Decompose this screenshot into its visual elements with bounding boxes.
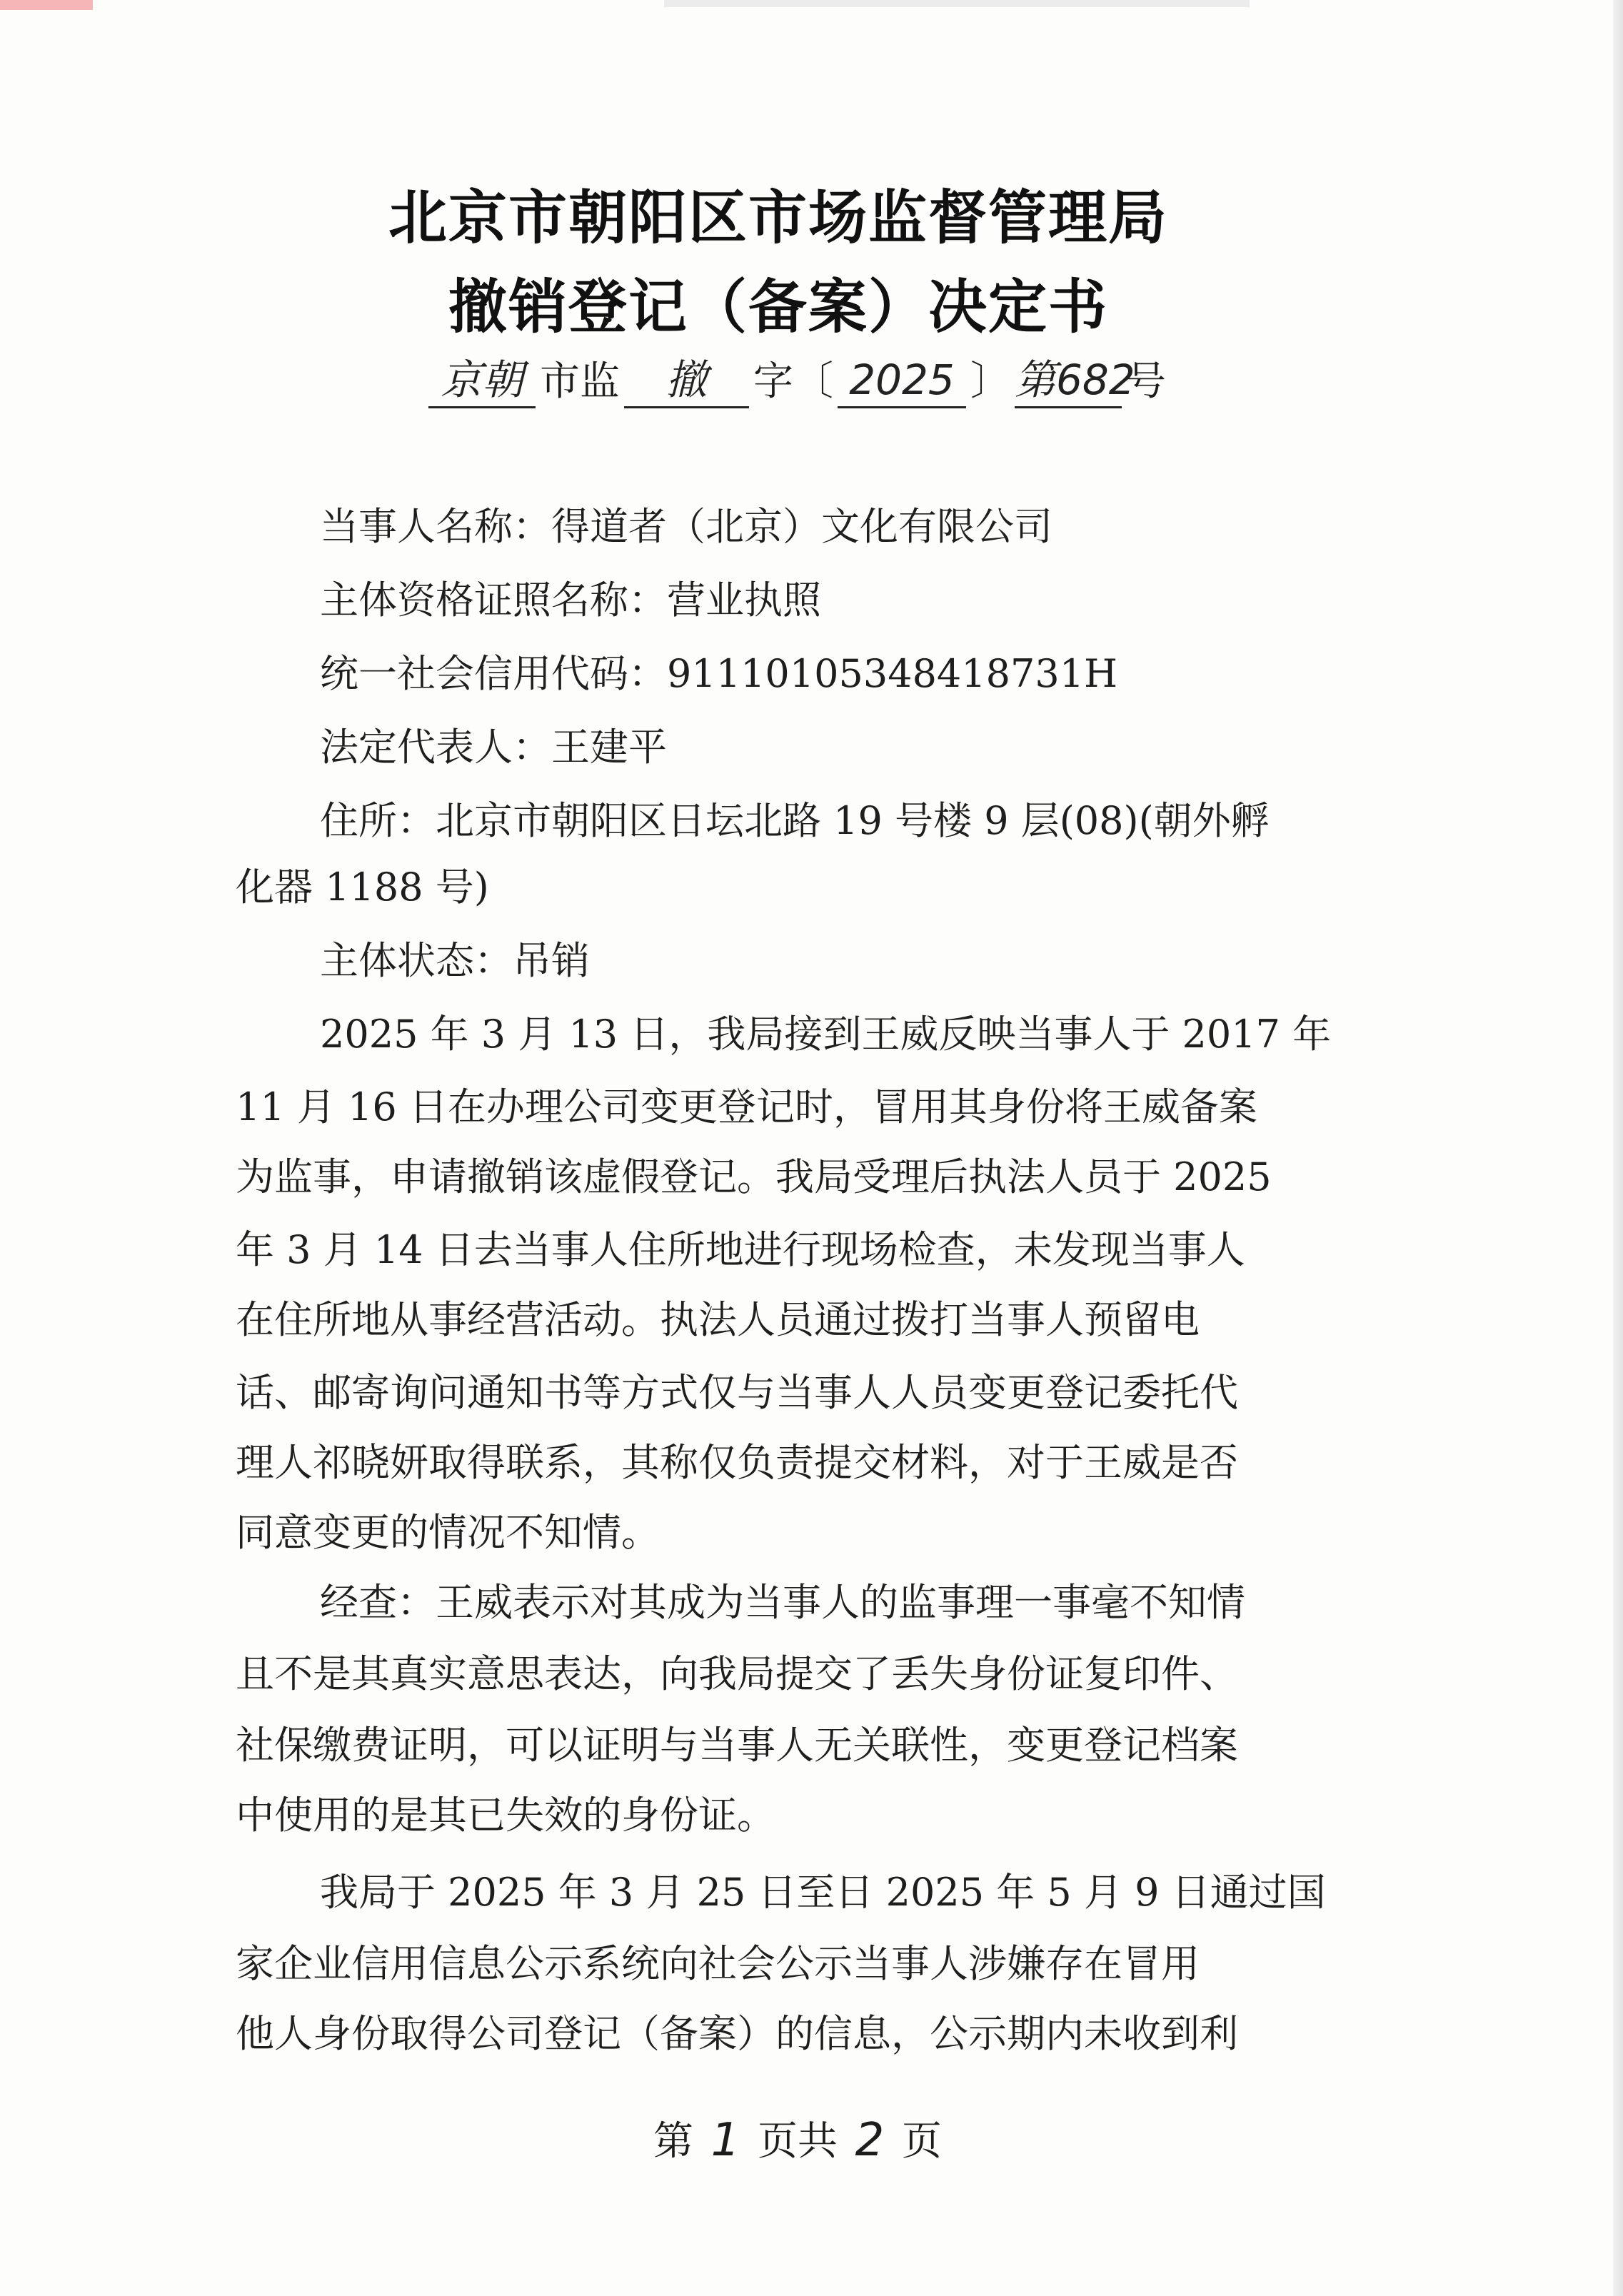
- paragraph-line: 2025 年 3 月 13 日，我局接到王威反映当事人于 2017 年: [320, 1012, 1332, 1057]
- footer-label-2: 页共: [758, 2118, 838, 2165]
- field-address-cont: 化器 1188 号): [236, 865, 489, 910]
- footer-label-1: 第: [653, 2118, 693, 2165]
- doc-year-handwritten: 2025: [838, 353, 966, 408]
- paragraph-line: 话、邮寄询问通知书等方式仅与当事人人员变更登记委托代: [236, 1370, 1238, 1415]
- paragraph-line: 经查：王威表示对其成为当事人的监事理一事毫不知情: [320, 1580, 1245, 1625]
- doc-type-handwritten: 撤: [624, 353, 749, 408]
- field-address: 住所：北京市朝阳区日坛北路 19 号楼 9 层(08)(朝外孵: [320, 798, 1270, 843]
- paragraph-line: 在住所地从事经营活动。执法人员通过拨打当事人预留电: [236, 1297, 1200, 1342]
- paragraph-line: 11 月 16 日在办理公司变更登记时，冒用其身份将王威备案: [236, 1084, 1257, 1129]
- footer-label-3: 页: [902, 2118, 942, 2165]
- document-number: [428, 351, 1170, 408]
- paragraph-line: 家企业信用信息公示系统向社会公示当事人涉嫌存在冒用: [236, 1941, 1200, 1986]
- field-credit-code: 统一社会信用代码：91110105348418731H: [320, 651, 1118, 696]
- paragraph-line: 社保缴费证明，可以证明与当事人无关联性，变更登记档案: [236, 1723, 1238, 1768]
- paragraph-line: 年 3 月 14 日去当事人住所地进行现场检查，未发现当事人: [236, 1227, 1245, 1272]
- corner-color-mark: [0, 0, 93, 10]
- doc-printed-3: 〕: [970, 358, 1010, 405]
- paragraph-line: 理人祁晓妍取得联系，其称仅负责提交材料，对于王威是否: [236, 1440, 1238, 1485]
- title-line-2: 撤销登记（备案）决定书: [448, 273, 1108, 341]
- page-edge-shadow: [1613, 0, 1623, 2296]
- paragraph-line: 为监事，申请撤销该虚假登记。我局受理后执法人员于 2025: [236, 1154, 1272, 1199]
- doc-printed-4: 号: [1126, 358, 1166, 405]
- paragraph-line: 我局于 2025 年 3 月 25 日至日 2025 年 5 月 9 日通过国: [320, 1870, 1326, 1915]
- field-license-name: 主体资格证照名称：营业执照: [320, 578, 821, 623]
- doc-printed-2: 字〔: [753, 358, 833, 405]
- footer-total-handwritten: 2: [855, 2114, 885, 2167]
- field-party-name: 当事人名称：得道者（北京）文化有限公司: [320, 504, 1052, 549]
- page-footer: [653, 2110, 942, 2167]
- paragraph-line: 他人身份取得公司登记（备案）的信息，公示期内未收到利: [236, 2011, 1238, 2056]
- footer-page-handwritten: 1: [710, 2114, 740, 2167]
- doc-prefix-handwritten: 京朝: [428, 353, 536, 408]
- doc-number-handwritten: 第682: [1015, 353, 1122, 408]
- top-bleed-through: [664, 0, 1250, 7]
- field-status: 主体状态：吊销: [320, 938, 590, 983]
- paragraph-line: 中使用的是其已失效的身份证。: [236, 1793, 775, 1838]
- field-legal-rep: 法定代表人：王建平: [320, 725, 667, 770]
- paragraph-line: 同意变更的情况不知情。: [236, 1510, 660, 1555]
- title-line-1: 北京市朝阳区市场监督管理局: [388, 184, 1168, 252]
- doc-printed-1: 市监: [540, 358, 620, 405]
- paragraph-line: 且不是其真实意思表达，向我局提交了丢失身份证复印件、: [236, 1651, 1238, 1696]
